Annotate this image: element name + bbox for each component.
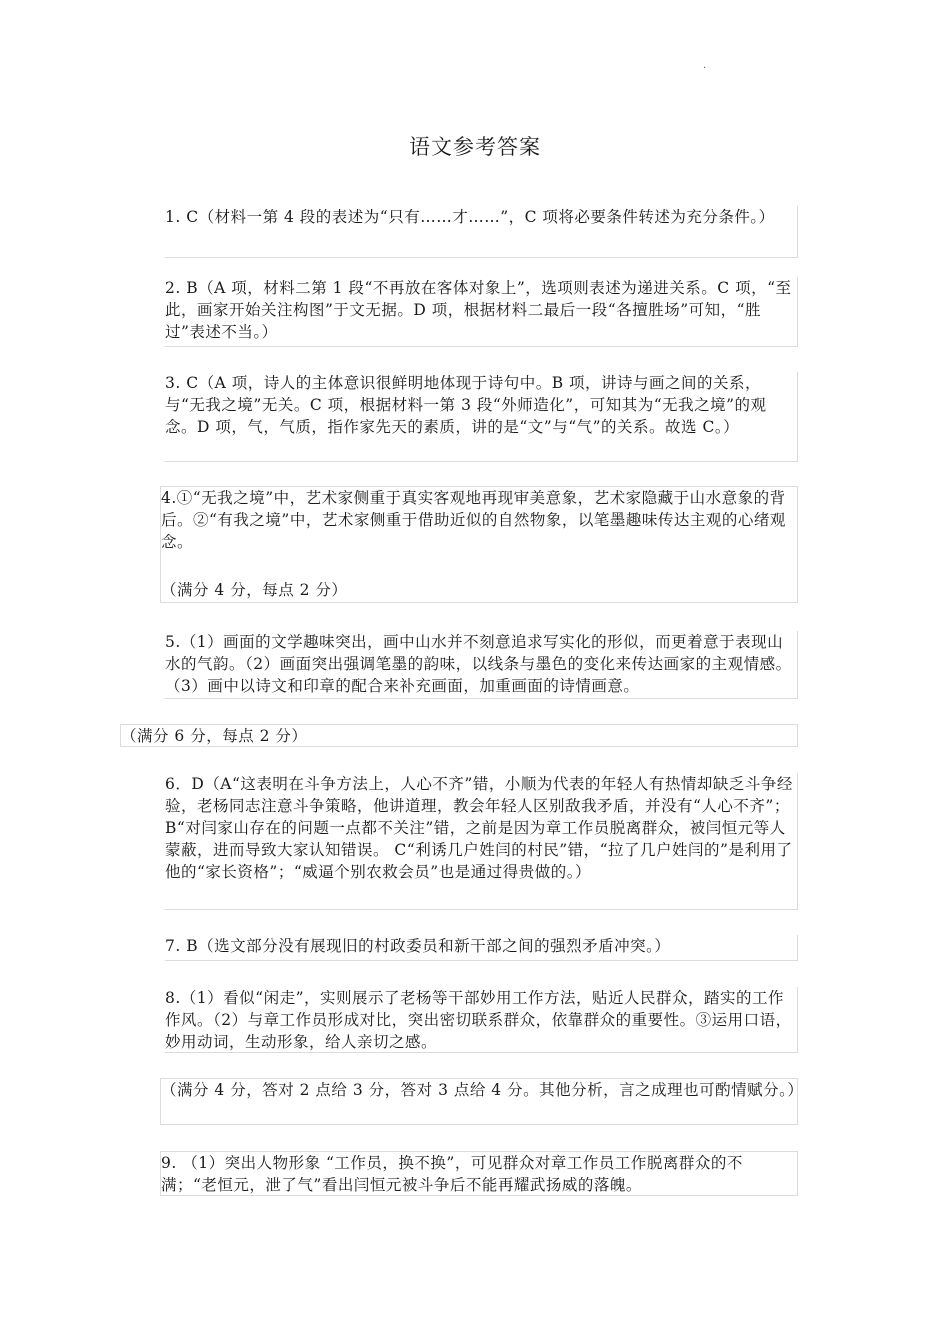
answer-6 bbox=[165, 773, 798, 910]
answer-5-score: （满分 6 分，每点 2 分） bbox=[121, 727, 308, 745]
answer-8-text: 8.（1）看似“闲走”，实则展示了老杨等干部妙用工作方法，贴近人民群众，踏实的工作作风。（2）与章工作员形成对比，突出密切联系群众，依靠群众的重要性。③运用口语，妙用动词，生动形象，给人亲切之感。 bbox=[165, 989, 792, 1051]
answer-5-score-row bbox=[120, 724, 798, 747]
answer-9-text: 9. （1）突出人物形象 “工作员，换不换”，可见群众对章工作员工作脱离群众的不满；“老恒元，泄了气”看出闫恒元被斗争后不能再耀武扬威的落魄。 bbox=[161, 1154, 743, 1194]
answer-3-text: 3. C（A 项，诗人的主体意识很鲜明地体现于诗句中。B 项，讲诗与画之间的关系，与“无我之境”无关。C 项，根据材料一第 3 段“外师造化”，可知其为“无我之境”的观念。D 项，气，气质，指作家先天的素质，讲的是“文”与“气”的关系。故选 C。） bbox=[165, 374, 767, 436]
page-mark: . bbox=[703, 60, 707, 71]
answer-9 bbox=[160, 1151, 798, 1196]
page-title: 语文参考答案 bbox=[409, 135, 541, 159]
answer-4-score: （满分 4 分，每点 2 分） bbox=[161, 581, 348, 599]
answer-8-score: （满分 4 分，答对 2 点给 3 分，答对 3 点给 4 分。其他分析，言之成理也可酌情赋分。） bbox=[161, 1081, 804, 1099]
answer-2 bbox=[165, 277, 798, 347]
answer-4-text: 4.①“无我之境”中，艺术家侧重于真实客观地再现审美意象，艺术家隐藏于山水意象的背后。②“有我之境”中，艺术家侧重于借助近似的自然物象，以笔墨趣味传达主观的心绪观念。 bbox=[161, 489, 786, 551]
answer-5-text: 5.（1）画面的文学趣味突出，画中山水并不刻意追求写实化的形似，而更着意于表现山水的气韵。（2）画面突出强调笔墨的韵味，以线条与墨色的变化来传达画家的主观情感。（3）画中以诗文和印章的配合来补充画面，加重画面的诗情画意。 bbox=[165, 633, 792, 695]
answer-1-text: 1. C（材料一第 4 段的表述为“只有……才……”，C 项将必要条件转述为充分条件。） bbox=[165, 208, 775, 226]
answer-5 bbox=[165, 631, 798, 699]
answer-7-text: 7. B（选文部分没有展现旧的村政委员和新干部之间的强烈矛盾冲突。） bbox=[165, 937, 671, 955]
answer-1 bbox=[165, 206, 798, 258]
answer-2-text: 2. B（A 项，材料二第 1 段“不再放在客体对象上”，选项则表述为递进关系。C 项，“至此，画家开始关注构图”于文无据。D 项，根据材料二最后一段“各擅胜场”可知，“胜过”表述不当。） bbox=[165, 279, 792, 341]
answer-7 bbox=[165, 935, 798, 961]
answer-4 bbox=[160, 486, 798, 603]
answer-8-score-row bbox=[160, 1078, 804, 1125]
answer-3 bbox=[165, 372, 798, 462]
answer-6-text: 6．D（A“这表明在斗争方法上，人心不齐”错，小顺为代表的年轻人有热情却缺乏斗争经验，老杨同志注意斗争策略，他讲道理，教会年轻人区别敌我矛盾，并没有“人心不齐”；B“对闫家山存在的问题一点都不关注”错，之前是因为章工作员脱离群众，被闫恒元等人蒙蔽，进而导致大家认知错误。 C“利诱几户姓闫的村民”错，“拉了几户姓闫的”是利用了他的“家长资格”；“威逼个别农救会员”也是通过得贵做的。） bbox=[165, 775, 793, 881]
answer-8 bbox=[165, 987, 798, 1053]
